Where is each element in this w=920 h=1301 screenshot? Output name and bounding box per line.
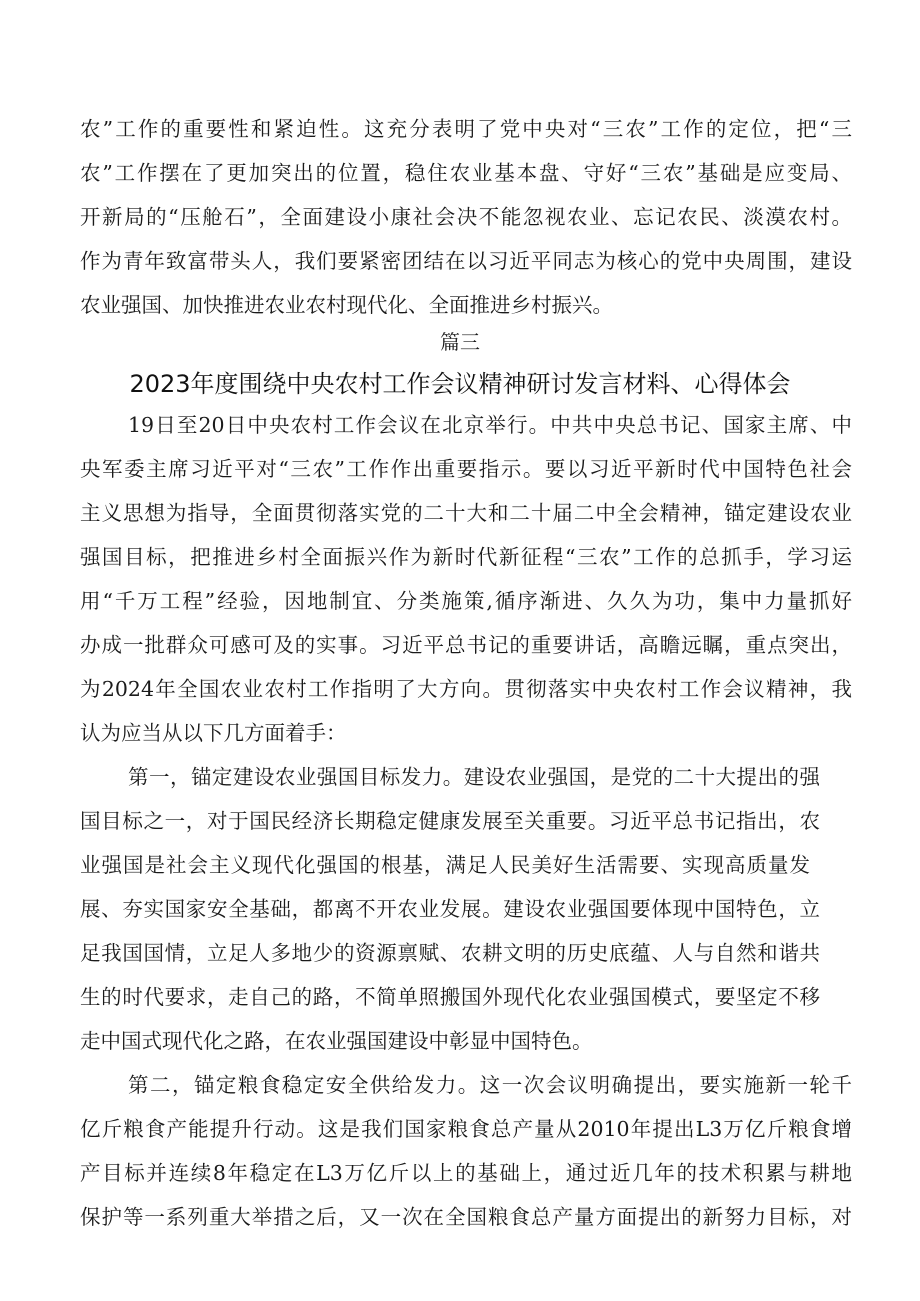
para2-line: 展、夯实国家安全基础，都离不开农业发展。建设农业强国要体现中国特色，立 [80,897,820,921]
para1-line: 为2024年全国农业农村工作指明了大方向。贯彻落实中央农村工作会议精神，我 [80,677,852,701]
para2-line: 业强国是社会主义现代化强国的根基，满足人民美好生活需要、实现高质量发 [80,853,810,877]
para1-line: 办成一批群众可感可及的实事。习近平总书记的重要讲话，高瞻远瞩，重点突出， [80,633,852,657]
para1-line: 央军委主席习近平对“三农”工作作出重要指示。要以习近平新时代中国特色社会 [80,457,852,481]
para1-line: 用“千万工程”经验，因地制宜、分类施策,循序渐进、久久为功，集中力量抓好 [80,589,852,613]
para3-line: 保护等一系列重大举措之后，又一次在全国粮食总产量方面提出的新努力目标，对 [80,1205,852,1229]
article-title: 2023年度围绕中央农村工作会议精神研讨发言材料、心得体会 [129,370,791,398]
section-label: 篇三 [440,330,480,354]
para1-line: 认为应当从以下几方面着手： [80,721,347,745]
para3-line: 亿斤粮食产能提升行动。这是我们国家粮食总产量从2010年提出L3万亿斤粮食增 [80,1117,852,1141]
para3-line: 产目标并连续8年稳定在L3万亿斤以上的基础上，通过近几年的技术积累与耕地 [80,1161,852,1185]
intro-line: 作为青年致富带头人，我们要紧密团结在以习近平同志为核心的党中央周围，建设 [80,249,852,273]
para2-line: 足我国国情，立足人多地少的资源禀赋、农耕文明的历史底蕴、人与自然和谐共 [80,941,820,965]
intro-line: 开新局的“压舱石”，全面建设小康社会决不能忽视农业、忘记农民、淡漠农村。 [80,205,852,229]
intro-line: 农”工作的重要性和紧迫性。这充分表明了党中央对“三农”工作的定位，把“三 [80,117,852,141]
para1-line: 19日至20日中央农村工作会议在北京举行。中共中央总书记、国家主席、中 [128,413,852,437]
para2-line: 生的时代要求，走自己的路，不简单照搬国外现代化农业强国模式，要坚定不移 [80,985,820,1009]
intro-line: 农业强国、加快推进农业农村现代化、全面推进乡村振兴。 [80,293,613,317]
para2-line: 走中国式现代化之路，在农业强国建设中彰显中国特色。 [80,1029,593,1053]
para3-line: 第二，锚定粮食稳定安全供给发力。这一次会议明确提出，要实施新一轮千 [128,1073,852,1097]
para1-line: 强国目标，把推进乡村全面振兴作为新时代新征程“三农”工作的总抓手，学习运 [80,545,852,569]
para2-line: 第一，锚定建设农业强国目标发力。建设农业强国，是党的二十大提出的强 [128,765,820,789]
para2-line: 国目标之一，对于国民经济长期稳定健康发展至关重要。习近平总书记指出，农 [80,809,820,833]
para1-line: 主义思想为指导，全面贯彻落实党的二十大和二十届二中全会精神，锚定建设农业 [80,501,852,525]
intro-line: 农”工作摆在了更加突出的位置，稳住农业基本盘、守好“三农”基础是应变局、 [80,161,852,185]
